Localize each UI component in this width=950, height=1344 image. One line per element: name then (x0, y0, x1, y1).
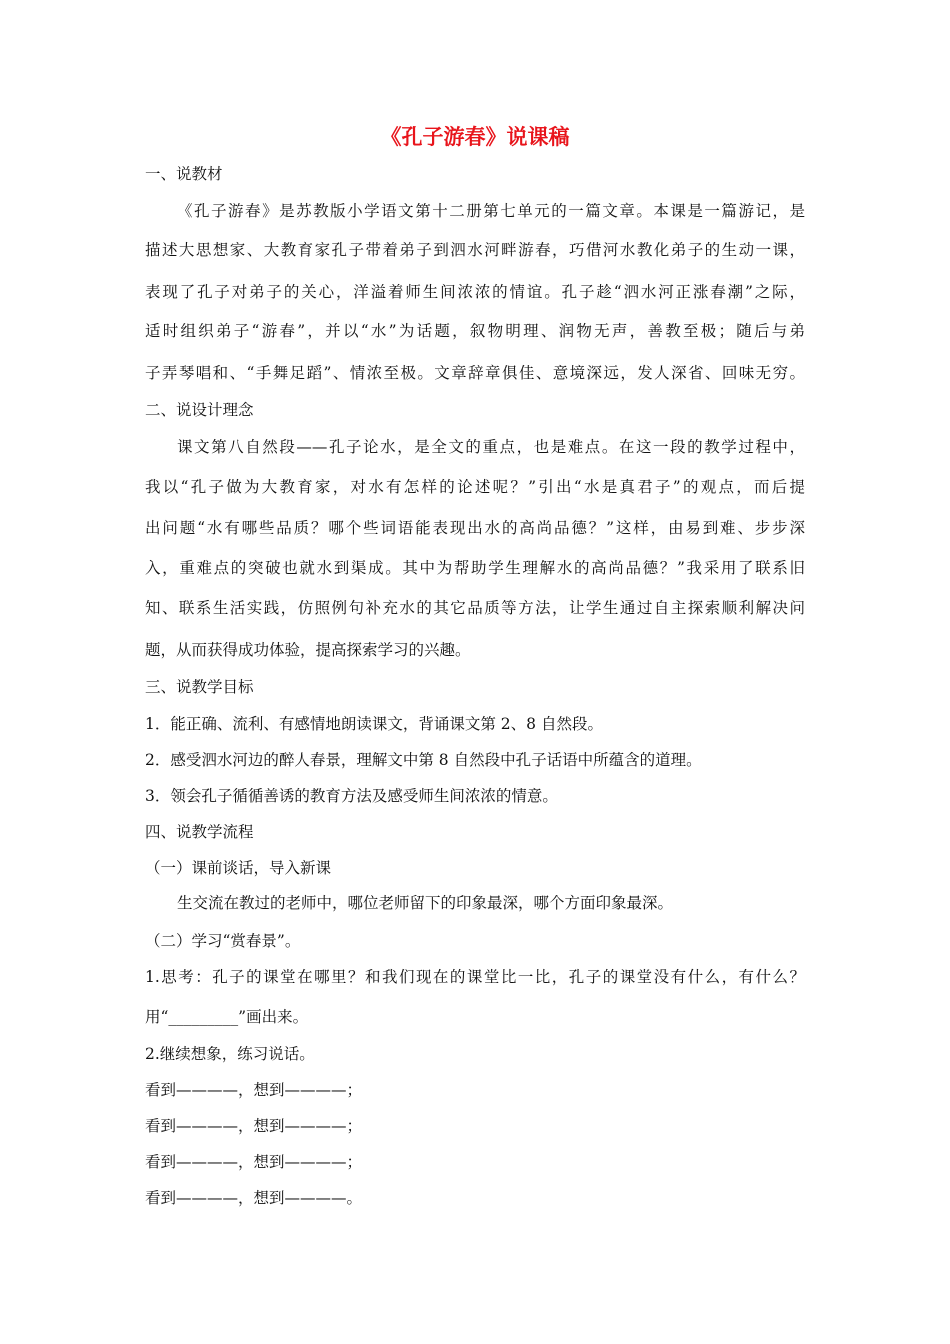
list-item: 2．感受泗水河边的醉人春景，理解文中第 8 自然段中孔子话语中所蕴含的道理。 (145, 751, 702, 769)
paragraph-line: 出问题“水有哪些品质？哪个些词语能表现出水的高尚品德？”这样，由易到难、步步深 (145, 519, 805, 537)
paragraph-line: 1.思考：孔子的课堂在哪里？和我们现在的课堂比一比，孔子的课堂没有什么，有什么？ (145, 968, 805, 986)
document-title: 《孔子游春》说课稿 (380, 125, 570, 149)
paragraph-line: 子弄琴唱和、“手舞足蹈”、情浓至极。文章辞章俱佳、意境深远，发人深省、回味无穷。 (145, 364, 805, 382)
paragraph-line: 知、联系生活实践，仿照例句补充水的其它品质等方法，让学生通过自主探索顺利解决问 (145, 599, 805, 617)
practice-line: 看到————，想到————； (145, 1081, 363, 1099)
section-heading: 四、说教学流程 (145, 823, 254, 841)
paragraph-line: 生交流在教过的老师中，哪位老师留下的印象最深，哪个方面印象最深。 (177, 894, 674, 912)
section-heading: 二、说设计理念 (145, 401, 254, 419)
paragraph-line: 表现了孔子对弟子的关心，洋溢着师生间浓浓的情谊。孔子趁“泗水河正涨春潮”之际， (145, 283, 805, 301)
section-heading: 一、说教材 (145, 165, 223, 183)
paragraph-line: 题，从而获得成功体验，提高探索学习的兴趣。 (145, 641, 471, 659)
list-item: 3．领会孔子循循善诱的教育方法及感受师生间浓浓的情意。 (145, 787, 558, 805)
paragraph-line: 用“_________”画出来。 (145, 1008, 309, 1026)
paragraph-line: 描述大思想家、大教育家孔子带着弟子到泗水河畔游春，巧借河水教化弟子的生动一课， (145, 241, 805, 259)
practice-line: 看到————，想到————； (145, 1117, 363, 1135)
paragraph-line: 2.继续想象，练习说话。 (145, 1045, 315, 1063)
practice-line: 看到————，想到————； (145, 1153, 363, 1171)
paragraph-line: 入，重难点的突破也就水到渠成。其中为帮助学生理解水的高尚品德？”我采用了联系旧 (145, 559, 805, 577)
list-item: 1．能正确、流利、有感情地朗读课文，背诵课文第 2、8 自然段。 (145, 715, 603, 733)
paragraph-line: 《孔子游春》是苏教版小学语文第十二册第七单元的一篇文章。本课是一篇游记，是 (177, 202, 805, 220)
section-heading: 三、说教学目标 (145, 678, 254, 696)
paragraph-line: 课文第八自然段——孔子论水，是全文的重点，也是难点。在这一段的教学过程中， (177, 438, 805, 456)
subsection-heading: （一）课前谈话，导入新课 (145, 859, 332, 877)
paragraph-line: 我以“孔子做为大教育家，对水有怎样的论述呢？”引出“水是真君子”的观点，而后提 (145, 478, 805, 496)
practice-line: 看到————，想到————。 (145, 1189, 363, 1207)
subsection-heading: （二）学习“赏春景”。 (145, 932, 301, 950)
paragraph-line: 适时组织弟子“游春”，并以“水”为话题，叙物明理、润物无声，善教至极；随后与弟 (145, 322, 805, 340)
